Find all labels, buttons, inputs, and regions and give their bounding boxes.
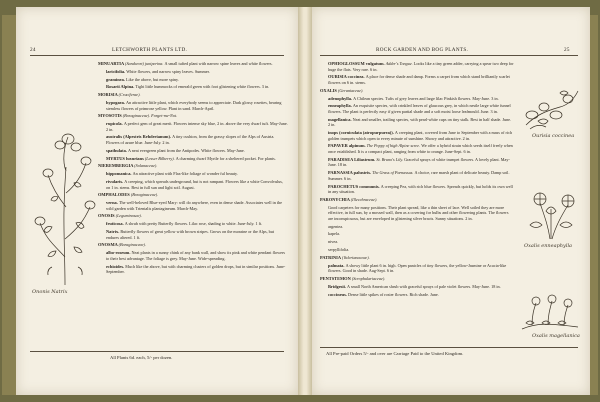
catalogue-entry — [320, 263, 514, 274]
entry-description: A perfect gem of great merit. Flowers intense sky blue, 2 in. above the very dwarf tuft. May-June. 2 in. — [106, 121, 288, 132]
catalogue-entry — [98, 121, 288, 132]
entry-description: A showy little plant 6 in. high. Open panicles of tiny flowers, the yellow-Jasmine or Acacia-like flowers. Good in shade. Aug-Sept. 6 in. — [328, 262, 507, 274]
ononis-natrix-illustration — [32, 127, 98, 287]
right-page — [312, 7, 590, 395]
catalogue-entry — [98, 264, 288, 275]
entry-name: adenophylla. — [328, 95, 354, 101]
catalogue-entry — [320, 184, 514, 195]
entry-description: Neat and smaller, trailing species, with pearl-white cups on tiny stalk. Best in half shade. June. 2 in. — [328, 116, 512, 128]
entry-name: PATRINIA — [320, 254, 342, 260]
entry-description: White flowers, and narrow spiny leaves. Summer. — [126, 68, 210, 74]
catalogue-entry — [98, 156, 288, 162]
entry-name: OMPHALODES — [98, 192, 131, 198]
entry-name: rivularis. — [106, 178, 125, 184]
entry-description: A small tufted plant with narrow spine leaves and white flowers. — [164, 61, 273, 66]
entry-description: A creeping Pea, with rich blue flowers. Spreads quickly, but holds its own well in any situation. — [328, 183, 513, 195]
entry-name: PARADISEA Liliastrum. — [328, 156, 377, 162]
catalogue-entry — [98, 242, 288, 248]
entry-name: Bridgesii. — [328, 283, 348, 289]
entry-description: serpyllifolia. — [328, 247, 350, 253]
catalogue-entry — [98, 213, 288, 219]
catalogue-entry — [98, 84, 288, 90]
right-page-number: 25 — [564, 47, 570, 53]
catalogue-entry — [98, 113, 288, 119]
entry-common-name: (Scrophulariaceae). — [351, 275, 386, 281]
right-footer: All Pre-paid Orders 5/- and over are Carriage Paid to the United Kingdom. — [326, 351, 464, 356]
catalogue-entry — [320, 130, 514, 141]
catalogue-entry — [320, 247, 514, 253]
entry-description: Like the above, but more spiny. — [126, 76, 179, 82]
entry-description: A tiny cushion, from the grassy slopes of the Alps of Austria. Flowers of azure blue. June-July. 2 in. — [106, 134, 275, 146]
entry-description: A Chilean species. Tufts of grey leaves and large lilac Pinkish flowers. May-June. 3 in. — [353, 95, 499, 101]
entry-description: The well-beloved Blue-eyed Mary: will do anywhere, even in dense shade. Associates well in the wild garden with Trientalis plantagineum. March-May. — [106, 200, 282, 211]
catalogue-entry — [320, 284, 514, 290]
book-gutter — [298, 7, 312, 395]
entry-name: spathulata. — [106, 147, 128, 153]
catalogue-entry — [98, 163, 288, 169]
catalogue-entry — [320, 292, 514, 298]
entry-name: palmata. — [328, 262, 346, 268]
right-running-title: ROCK GARDEN AND BOG PLANTS. — [376, 47, 469, 53]
catalogue-entry — [98, 92, 288, 98]
catalogue-entry — [320, 170, 514, 181]
ourisia-illustration — [520, 85, 582, 133]
entry-description: A neat evergreen plant from the Antipodes. White flowers. May-June. — [127, 147, 245, 153]
entry-description: Good carpeters for many positions. Their plant spread, like a thin sheet of lace. Well soiled they are more effective, in full sun, by a mossed wall, then as a covering for bulbs and other flowering plants. The flowers are inconspicuous, but are enveloped in glistening silver bracts. Sunny situations. 2 in. — [328, 204, 509, 221]
footer-rule — [320, 347, 578, 348]
book-cover-edge-left — [2, 15, 16, 395]
entry-description: nivea. — [328, 239, 339, 245]
entry-common-name: (Boraginaceae). — [130, 192, 159, 198]
entry-description: A creeping plant, covered from June to September with a mass of rich golden trumpets which open to every minute of sunshine. Showy and attractive. 2 in. — [328, 130, 513, 141]
entry-name: magellanica. — [328, 116, 353, 122]
catalogue-entry — [320, 96, 514, 102]
entry-description: A creeping, which spreads underground, but is not rampant. Flowers like a white Convolvulus, on 1 in. stems. Best in full sun and light soil. August. — [106, 178, 283, 190]
catalogue-entry — [98, 179, 288, 190]
entry-name: graminea. — [106, 76, 126, 82]
catalogue-entry — [320, 239, 514, 245]
oxalis-enneaphylla-illustration — [520, 185, 582, 241]
entry-name: MORISIA — [98, 92, 119, 98]
entry-description: Much like the above, but with charming clusters of golden drops, but in similar positions. June-September. — [106, 263, 286, 275]
entry-common-name: (Lesser Bilberry). — [144, 155, 176, 161]
entry-description: Neat plants in a sunny chink of any bank wall, and show its pink and white pendant flowers to their best advantage. The foliage is grey. May-June. Wide-spreading. — [106, 250, 286, 261]
entry-description: Butterfly flowers of great yellow with brown stripes. Grows on the moraine or the Alps, but endures altered. 1 ft. — [106, 229, 275, 240]
catalogue-entry — [320, 255, 514, 261]
entry-name: OURISIA coccinea. — [328, 74, 366, 80]
entry-common-name: (Cruciferae). — [118, 92, 141, 98]
ononis-caption: Ononis Natrix — [32, 289, 68, 295]
entry-description: A charming dwarf Myrtle for a sheltered pocket. For plants. — [175, 155, 276, 161]
catalogue-entry — [320, 74, 514, 85]
catalogue-entry — [98, 61, 288, 67]
entry-common-name: (Valerianaceae). — [341, 254, 370, 260]
entry-description: A choice, rare marsh plant of delicate beauty. Damp soil. Summer. 6 in. — [328, 170, 510, 181]
entry-name: ONOSMA — [98, 242, 119, 248]
catalogue-entry — [320, 224, 514, 230]
entry-description: A place for dense shade and damp. Forms a carpet from which stand brilliantly scarlet flowers on 6 in. stems. — [328, 74, 510, 85]
header-rule — [320, 55, 578, 56]
catalogue-entry — [98, 134, 288, 145]
entry-common-name: Adder's Tongue. — [385, 61, 414, 66]
entry-description: We offer a hybrid strain which seeds itself freely when once established. It is a compact plant, ranging from white to orange. June-Sept. 6 in. — [328, 143, 513, 155]
entry-name: Natrix. — [106, 229, 121, 235]
entry-name: laricifolia. — [106, 68, 127, 74]
entry-name: OXALIS — [320, 87, 338, 93]
left-entry-list — [98, 61, 288, 347]
entry-name: OPHIOGLOSSUM vulgatum. — [328, 61, 386, 66]
catalogue-entry — [320, 88, 514, 94]
entry-name: PARNASSIA palustris. — [328, 170, 373, 176]
catalogue-entry — [98, 192, 288, 198]
catalogue-entry — [98, 100, 288, 111]
entry-description: Dense little spikes of rosier flowers. Rich shade. June. — [348, 291, 439, 297]
entry-common-name: (Geraniaceae). — [337, 87, 364, 93]
catalogue-entry — [320, 103, 514, 114]
open-catalogue-book — [2, 7, 598, 395]
catalogue-entry — [98, 200, 288, 211]
entry-description: argentea. — [328, 223, 344, 229]
book-cover-edge-right — [590, 15, 598, 395]
entry-name: albo-roseum. — [106, 250, 132, 256]
entry-common-name: The Poppy of high Alpine scree. — [366, 143, 422, 149]
entry-name: MYRTUS luxurians — [106, 155, 145, 161]
catalogue-entry — [98, 229, 288, 240]
catalogue-entry — [320, 143, 514, 154]
footer-rule — [30, 351, 284, 352]
entry-name: NIEREMBERGIA — [98, 163, 135, 169]
entry-common-name: (Boraginaceae). — [118, 242, 146, 248]
entry-common-name: (Boraginaceae). Forget-me-Not. — [122, 113, 178, 119]
entry-common-name: (Leguminosae). — [115, 213, 142, 219]
left-running-title: LETCHWORTH PLANTS LTD. — [112, 47, 188, 53]
entry-name: verna. — [106, 200, 119, 206]
catalogue-entry — [320, 197, 514, 203]
entry-description: An attractive plant with Flax-like foliage of wonder ful beauty. — [132, 171, 238, 177]
catalogue-entry — [98, 77, 288, 83]
entry-name: australis (Alpestris Rehderianum). — [106, 134, 173, 140]
entry-description: Tight little hummocks of emerald green with foot glistening white flowers. 3 in. — [135, 84, 270, 90]
entry-description: kapela. — [328, 231, 340, 237]
catalogue-entry — [98, 69, 288, 75]
entry-common-name: The Grass of Parnassus. — [372, 170, 415, 176]
entry-name: inops (corniculata (atropurpurea)). — [328, 130, 395, 136]
entry-description: Looks like a tiny green adder, carrying a spear two deep for huge the flats. Very rare. 6 in. — [328, 61, 514, 72]
catalogue-entry — [98, 171, 288, 177]
left-footer: All Plants 6d. each, 5/- per dozen. — [110, 355, 173, 360]
catalogue-entry — [320, 231, 514, 237]
right-entry-list — [320, 61, 514, 347]
entry-name: Rosarii Alpina. — [106, 84, 136, 90]
entry-name: PENTSTEMON — [320, 275, 352, 281]
entry-common-name: St. Bruno's Lily. — [376, 156, 405, 162]
catalogue-entry — [320, 117, 514, 128]
entry-name: PARONYCHIA — [320, 196, 351, 202]
header-rule — [30, 55, 284, 56]
left-page-number: 24 — [30, 47, 36, 53]
catalogue-entry — [320, 157, 514, 168]
entry-description: A small North American shrub with graceful sprays of pale violet flowers. May-June. 18 in. — [347, 283, 501, 289]
catalogue-entry — [320, 276, 514, 282]
entry-description: Graceful sprays of white trumpet flowers. A lovely plant. May-June. 18 in. — [328, 156, 510, 168]
entry-description: An attractive little plant, which everybody seems to appreciate. Dark glossy rosettes, bearing stemless flowers of primrose yellow. Plant in sand. March-April. — [106, 99, 282, 111]
entry-common-name: (Solanaceae). — [134, 163, 158, 169]
entry-name: PAPAVER alpinum. — [328, 143, 367, 149]
oxalis-magellanica-illustration — [518, 293, 582, 333]
entry-name: fruticosa. — [106, 221, 125, 227]
entry-name: hippomanica. — [106, 171, 133, 177]
entry-common-name: (Illecebraceae). — [350, 196, 378, 202]
entry-name: PAROCHETUS communis. — [328, 183, 381, 189]
entry-name: coccineus. — [328, 291, 348, 297]
entry-description: An exquisite species, with crinkled leaves of glaucous grey, in which nestle large white funnel flowers. The plant is perfectly easy if given partial shade and a soft moist loose leafmould. June. 3 in. — [328, 103, 511, 114]
entry-name: MINUARTIA — [98, 61, 126, 66]
entry-common-name: (Sandwort) juniperina. — [125, 61, 165, 66]
entry-name: rupicola. — [106, 121, 124, 127]
entry-name: echioides. — [106, 263, 126, 269]
entry-name: MYOSOTIS — [98, 113, 123, 119]
catalogue-entry — [98, 250, 288, 261]
catalogue-entry — [320, 61, 514, 72]
entry-name: ONOSIS — [98, 213, 116, 219]
entry-description: A shrub with pretty Butterfly flowers. Lilac rose, shading to white. June-July. 1 ft. — [124, 221, 263, 227]
catalogue-entry — [98, 148, 288, 154]
oxalis-enneaphylla-caption: Oxalis enneaphylla — [524, 243, 573, 249]
catalogue-entry — [98, 221, 288, 227]
left-page — [16, 7, 299, 395]
oxalis-magellanica-caption: Oxalis magellanica — [532, 333, 580, 339]
entry-name: enneaphylla. — [328, 103, 353, 109]
catalogue-entry — [320, 205, 514, 222]
entry-name: hypogaea. — [106, 99, 127, 105]
ourisia-caption: Ourisia coccinea — [532, 133, 575, 139]
